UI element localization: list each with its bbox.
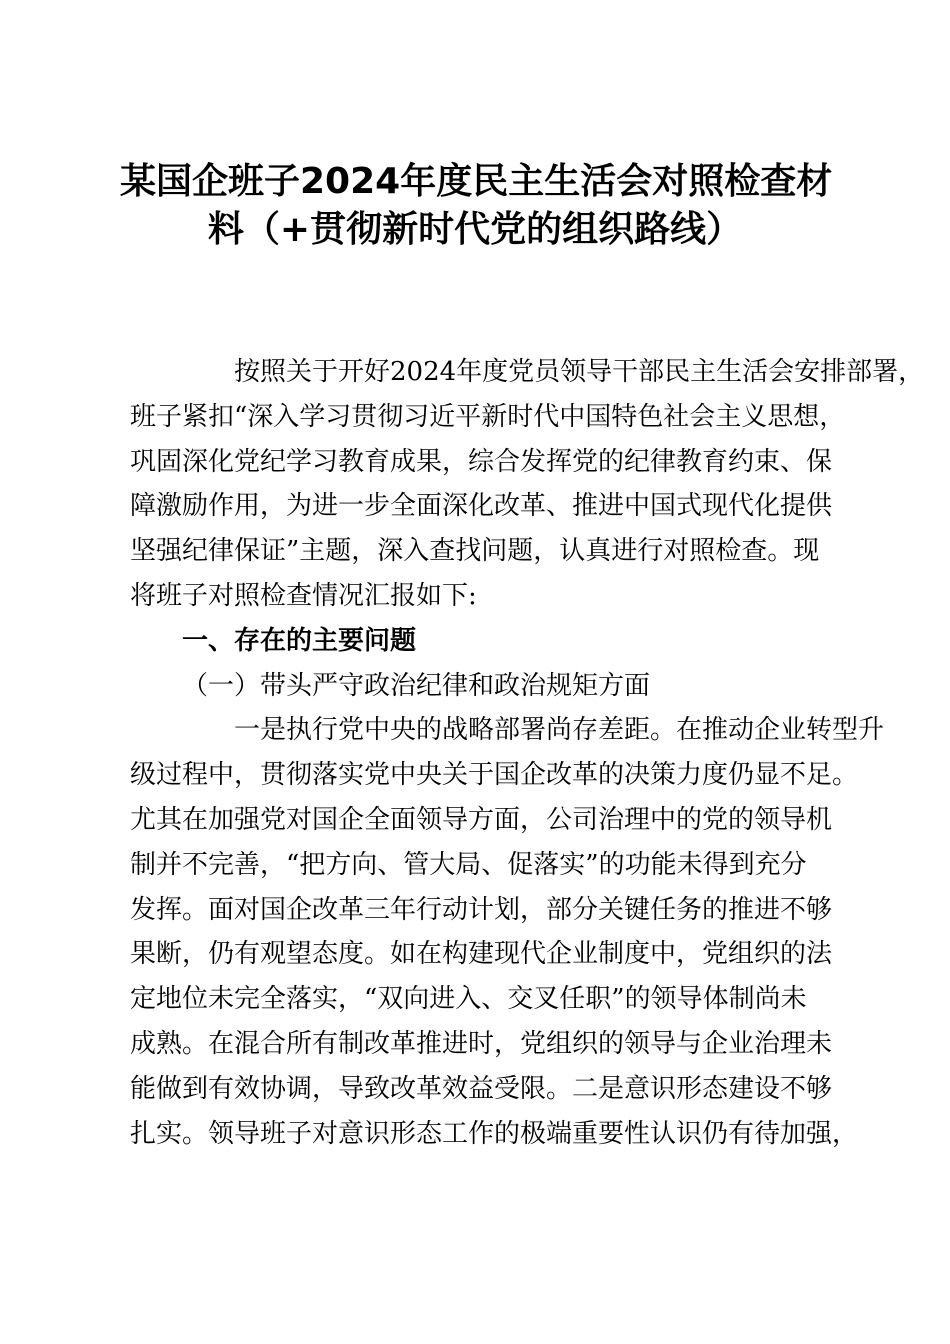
body-line: 果断，仍有观望态度。如在构建现代企业制度中，党组织的法 [130, 939, 833, 970]
body-line: 成熟。在混合所有制改革推进时，党组织的领导与企业治理未 [130, 1028, 833, 1059]
title-line-2: 料（+贯彻新时代党的组织路线） [207, 209, 743, 250]
title-line-1: 某国企班子2024年度民主生活会对照检查材 [120, 161, 833, 202]
body-line: 尤其在加强党对国企全面领导方面，公司治理中的党的领导机 [130, 804, 833, 835]
body-line: 发挥。面对国企改革三年行动计划，部分关键任务的推进不够 [130, 894, 833, 925]
body-line: 定地位未完全落实，“双向进入、交叉任职”的领导体制尚未 [130, 984, 807, 1015]
intro-line: 障激励作用，为进一步全面深化改革、推进中国式现代化提供 [130, 491, 833, 522]
body-line: 一是执行党中央的战略部署尚存差距。在推动企业转型升 [234, 715, 885, 746]
intro-line: 将班子对照检查情况汇报如下: [130, 580, 477, 611]
intro-line: 班子紧扣“深入学习贯彻习近平新时代中国特色社会主义思想， [130, 401, 846, 432]
document-title [120, 158, 833, 254]
body-line: 能做到有效协调，导致改革效益受限。二是意识形态建设不够 [130, 1073, 833, 1104]
document-body [130, 350, 925, 1156]
intro-line: 坚强纪律保证”主题，深入查找问题，认真进行对照检查。现 [130, 536, 820, 567]
section-heading: 一、存在的主要问题 [182, 625, 417, 656]
intro-line: 按照关于开好2024年度党员领导干部民主生活会安排部署， [234, 357, 925, 387]
body-line: 制并不完善，“把方向、管大局、促落实”的功能未得到充分 [130, 849, 807, 880]
intro-paragraph [130, 350, 925, 619]
subsection-heading: （一）带头严守政治纪律和政治规矩方面 [182, 670, 651, 701]
intro-line: 巩固深化党纪学习教育成果，综合发挥党的纪律教育约束、保 [130, 446, 833, 477]
body-paragraph [130, 708, 885, 1156]
body-line: 级过程中，贯彻落实党中央关于国企改革的决策力度仍显不足。 [130, 760, 859, 791]
body-line: 扎实。领导班子对意识形态工作的极端重要性认识仍有待加强， [130, 1118, 859, 1149]
